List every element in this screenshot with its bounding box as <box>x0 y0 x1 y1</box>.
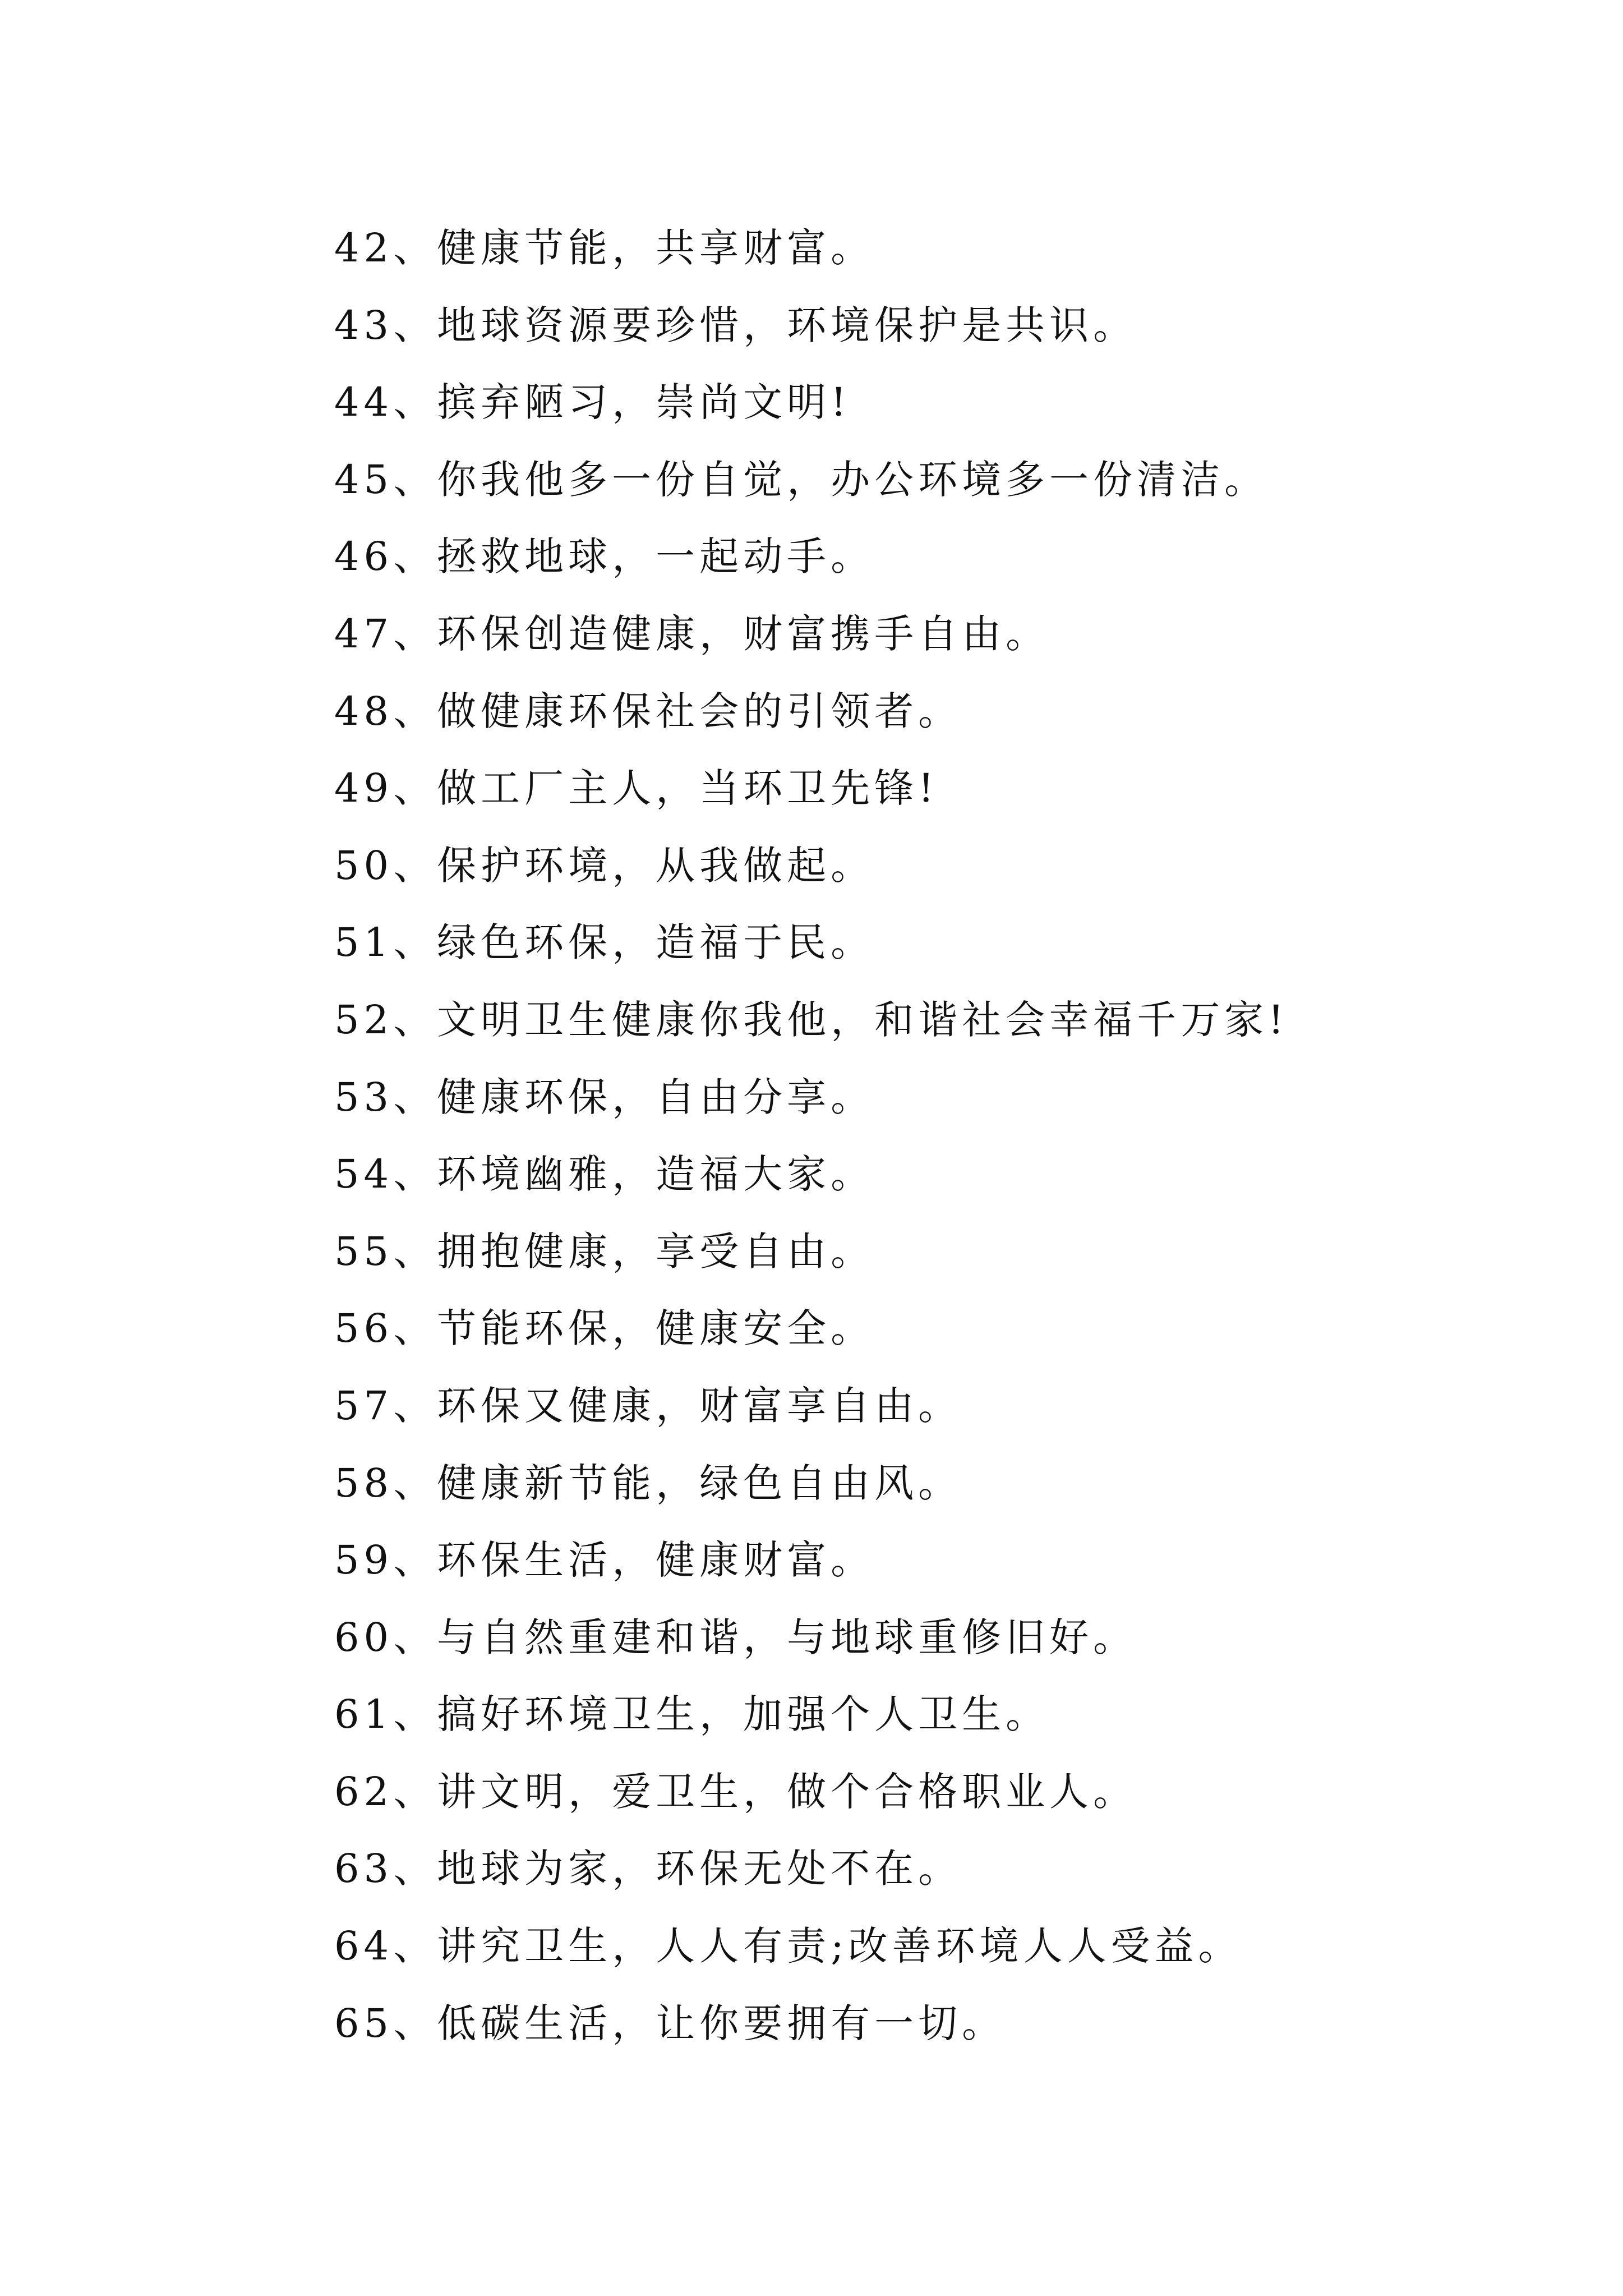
slogan-line: 42、健康节能，共享财富。 <box>334 225 875 271</box>
slogan-line: 46、拯救地球，一起动手。 <box>334 533 875 580</box>
slogan-line: 57、环保又健康，财富享自由。 <box>334 1382 962 1429</box>
slogan-line: 53、健康环保，自由分享。 <box>334 1074 875 1120</box>
slogan-line: 54、环境幽雅，造福大家。 <box>334 1151 875 1198</box>
slogan-line: 56、节能环保，健康安全。 <box>334 1305 875 1352</box>
slogan-line: 64、讲究卫生，人人有责;改善环境人人受益。 <box>334 1923 1242 1970</box>
slogan-line: 62、讲文明，爱卫生，做个合格职业人。 <box>334 1768 1137 1815</box>
slogan-line: 55、拥抱健康，享受自由。 <box>334 1228 875 1274</box>
slogan-line: 50、保护环境，从我做起。 <box>334 842 875 889</box>
slogan-line: 48、做健康环保社会的引领者。 <box>334 688 962 734</box>
slogan-line: 61、搞好环境卫生，加强个人卫生。 <box>334 1691 1050 1738</box>
slogan-line: 43、地球资源要珍惜，环境保护是共识。 <box>334 302 1137 348</box>
slogan-line: 45、你我他多一份自觉，办公环境多一份清洁。 <box>334 456 1269 503</box>
slogan-line: 52、文明卫生健康你我他，和谐社会幸福千万家! <box>334 996 1289 1043</box>
slogan-list <box>334 210 1288 2062</box>
slogan-line: 63、地球为家，环保无处不在。 <box>334 1846 962 1892</box>
slogan-line: 49、做工厂主人，当环卫先锋! <box>334 765 939 812</box>
slogan-line: 44、摈弃陋习，崇尚文明! <box>334 379 851 426</box>
slogan-line: 51、绿色环保，造福于民。 <box>334 919 875 966</box>
slogan-line: 58、健康新节能，绿色自由风。 <box>334 1460 962 1506</box>
slogan-line: 60、与自然重建和谐，与地球重修旧好。 <box>334 1614 1137 1660</box>
slogan-line: 47、环保创造健康，财富携手自由。 <box>334 610 1050 657</box>
slogan-line: 65、低碳生活，让你要拥有一切。 <box>334 2000 1006 2046</box>
slogan-line: 59、环保生活，健康财富。 <box>334 1537 875 1584</box>
